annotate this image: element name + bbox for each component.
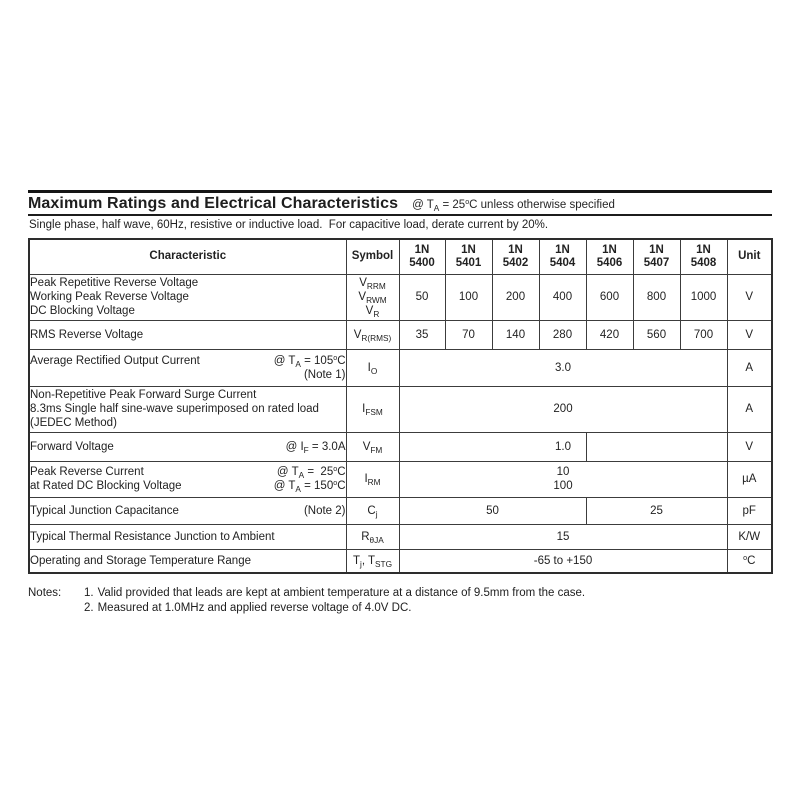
peak-repetitive-reverse-voltage-value xyxy=(445,274,492,320)
characteristic-text: Working Peak Reverse Voltage xyxy=(30,291,189,303)
value-text: 200 xyxy=(553,403,573,415)
condition-text: (Note 1) xyxy=(303,368,346,381)
non-repetitive-peak-forward-surge-current-value xyxy=(399,386,727,432)
rms-reverse-voltage-symbol: $V_{R(RMS)}$ xyxy=(346,320,399,349)
col-header-1n5404: 1N 5404 xyxy=(539,239,586,274)
section-title-row xyxy=(28,193,772,216)
peak-repetitive-reverse-voltage-value xyxy=(680,274,727,320)
characteristic-text: RMS Reverse Voltage xyxy=(30,328,144,341)
characteristic-text: Average Rectified Output Current xyxy=(30,354,200,367)
value-text: 420 xyxy=(599,328,620,341)
rms-reverse-voltage-value xyxy=(399,320,445,349)
rms-reverse-voltage-value xyxy=(445,320,492,349)
col-header-unit: Unit xyxy=(727,239,772,274)
rms-reverse-voltage-value xyxy=(492,320,539,349)
characteristic-text: Peak Repetitive Reverse Voltage xyxy=(30,277,199,289)
operating-storage-temperature-range-characteristic xyxy=(29,549,346,573)
operating-storage-temperature-range-symbol: $T_j$, $T_{STG}$ xyxy=(346,549,399,573)
average-rectified-output-current-symbol: $I_O$ xyxy=(346,349,399,386)
value-text: 1000 xyxy=(690,291,717,303)
note-number: 2. xyxy=(84,602,94,614)
rms-reverse-voltage-characteristic xyxy=(29,320,346,349)
notes-body xyxy=(84,586,585,616)
row-rms-reverse-voltage xyxy=(29,320,772,349)
characteristic-line xyxy=(30,388,346,402)
typical-thermal-resistance-characteristic xyxy=(29,524,346,549)
col-header-1n5401: 1N 5401 xyxy=(445,239,492,274)
operating-storage-temperature-range-unit: $^o$C xyxy=(727,549,772,573)
characteristic-line xyxy=(30,354,346,368)
characteristic-text: Typical Thermal Resistance Junction to Ambient xyxy=(30,530,275,543)
characteristic-line xyxy=(30,554,346,568)
characteristic-text: 8.3ms Single half sine-wave superimposed on rated load xyxy=(30,403,319,415)
value-text: 35 xyxy=(415,328,429,341)
col-header-1n5407: 1N 5407 xyxy=(633,239,680,274)
typical-thermal-resistance-symbol: $R_{\theta JA}$ xyxy=(346,524,399,549)
peak-reverse-current-symbol: $I_{RM}$ xyxy=(346,461,399,497)
note-text: Measured at 1.0MHz and applied reverse voltage of 4.0V DC. xyxy=(97,602,412,614)
forward-voltage-characteristic xyxy=(29,432,346,461)
condition-text: (Note 2) xyxy=(303,504,346,517)
col-header-1n5400: 1N 5400 xyxy=(399,239,445,274)
characteristic-line xyxy=(30,276,346,290)
characteristic-text: Non-Repetitive Peak Forward Surge Current xyxy=(30,389,257,401)
value-text: 600 xyxy=(599,291,620,303)
row-typical-junction-capacitance xyxy=(29,497,772,524)
table-body xyxy=(29,274,772,573)
row-peak-reverse-current xyxy=(29,461,772,497)
value-text: 10 xyxy=(556,466,570,478)
rms-reverse-voltage-value xyxy=(633,320,680,349)
peak-reverse-current-characteristic xyxy=(29,461,346,497)
condition-text: @ $I_F = 3.0A$ xyxy=(285,440,346,455)
peak-repetitive-reverse-voltage-unit: V xyxy=(727,274,772,320)
row-typical-thermal-resistance xyxy=(29,524,772,549)
section-title-condition: @ $T_A = 25^oC$ unless otherwise specified xyxy=(412,198,615,213)
rms-reverse-voltage-value xyxy=(586,320,633,349)
peak-repetitive-reverse-voltage-value xyxy=(492,274,539,320)
value-text: 800 xyxy=(646,291,667,303)
characteristic-text: Forward Voltage xyxy=(30,440,114,453)
condition-text: @ $T_A = 25^oC$ xyxy=(276,465,346,480)
value-text: 280 xyxy=(552,328,573,341)
characteristic-text: (JEDEC Method) xyxy=(30,417,117,429)
typical-junction-capacitance-value xyxy=(586,497,727,524)
row-average-rectified-output-current xyxy=(29,349,772,386)
value-text: 1.0 xyxy=(555,440,571,453)
table-header xyxy=(29,239,772,274)
cell-divider-line xyxy=(586,432,587,461)
row-forward-voltage xyxy=(29,432,772,461)
row-non-repetitive-peak-forward-surge-current xyxy=(29,386,772,432)
characteristic-line xyxy=(30,368,346,382)
value-text: 100 xyxy=(553,480,573,492)
typical-junction-capacitance-value xyxy=(399,497,586,524)
characteristic-text: Operating and Storage Temperature Range xyxy=(30,554,251,567)
characteristic-line xyxy=(30,402,346,416)
value-text: 100 xyxy=(458,291,479,303)
value-text: 50 xyxy=(415,291,429,303)
value-text: 25 xyxy=(650,504,663,517)
col-header-1n5402: 1N 5402 xyxy=(492,239,539,274)
characteristic-line xyxy=(30,504,346,518)
peak-reverse-current-value xyxy=(399,461,727,497)
peak-repetitive-reverse-voltage-characteristic xyxy=(29,274,346,320)
value-text: 140 xyxy=(505,328,526,341)
condition-text: @ $T_A = 105^oC$ xyxy=(273,353,346,369)
peak-repetitive-reverse-voltage-value xyxy=(633,274,680,320)
typical-junction-capacitance-characteristic xyxy=(29,497,346,524)
note-number: 1. xyxy=(84,587,94,599)
operating-storage-temperature-range-value xyxy=(399,549,727,573)
notes-section xyxy=(28,586,772,616)
characteristic-line xyxy=(30,479,346,493)
characteristic-line xyxy=(30,290,346,304)
characteristic-line xyxy=(30,416,346,430)
note-line xyxy=(84,601,585,616)
characteristic-line xyxy=(30,530,346,544)
value-text: 200 xyxy=(505,291,526,303)
rms-reverse-voltage-unit: V xyxy=(727,320,772,349)
value-text: 50 xyxy=(486,504,499,517)
row-operating-storage-temperature-range xyxy=(29,549,772,573)
typical-junction-capacitance-unit: pF xyxy=(727,497,772,524)
non-repetitive-peak-forward-surge-current-unit: A xyxy=(727,386,772,432)
peak-repetitive-reverse-voltage-value xyxy=(586,274,633,320)
forward-voltage-value xyxy=(399,432,727,461)
characteristic-line xyxy=(30,304,346,318)
condition-text: @ $T_A = 150^oC$ xyxy=(273,479,346,494)
col-header-1n5406: 1N 5406 xyxy=(586,239,633,274)
average-rectified-output-current-value xyxy=(399,349,727,386)
col-header-characteristic: Characteristic xyxy=(29,239,346,274)
value-text: 560 xyxy=(646,328,667,341)
characteristic-text: Typical Junction Capacitance xyxy=(30,504,179,517)
characteristic-line xyxy=(30,465,346,479)
value-text: 400 xyxy=(552,291,573,303)
col-header-1n5408: 1N 5408 xyxy=(680,239,727,274)
load-conditions-text: Single phase, half wave, 60Hz, resistive or inductive load. For capacitive load, derate current by 20%. xyxy=(29,219,549,231)
header-row xyxy=(29,239,772,274)
average-rectified-output-current-unit: A xyxy=(727,349,772,386)
peak-repetitive-reverse-voltage-symbol: $V_{RRM}$ $V_{RWM}$ $V_R$ xyxy=(346,274,399,320)
non-repetitive-peak-forward-surge-current-symbol: $I_{FSM}$ xyxy=(346,386,399,432)
row-peak-repetitive-reverse-voltage xyxy=(29,274,772,320)
characteristic-line xyxy=(30,440,346,454)
maximum-ratings-table xyxy=(28,238,773,574)
value-text: 15 xyxy=(556,530,570,543)
forward-voltage-symbol: $V_{FM}$ xyxy=(346,432,399,461)
characteristic-text: DC Blocking Voltage xyxy=(30,305,135,317)
col-header-symbol: Symbol xyxy=(346,239,399,274)
peak-repetitive-reverse-voltage-value xyxy=(539,274,586,320)
note-text: Valid provided that leads are kept at ambient temperature at a distance of 9.5mm from the case. xyxy=(97,587,586,599)
rms-reverse-voltage-value xyxy=(539,320,586,349)
characteristic-line xyxy=(30,328,346,342)
value-text: 70 xyxy=(462,328,475,341)
notes-label: Notes: xyxy=(28,587,62,599)
characteristic-text: Peak Reverse Current xyxy=(30,466,144,478)
characteristic-text: at Rated DC Blocking Voltage xyxy=(30,480,182,492)
rms-reverse-voltage-value xyxy=(680,320,727,349)
peak-reverse-current-unit: µA xyxy=(727,461,772,497)
value-text: 3.0 xyxy=(555,361,571,374)
typical-thermal-resistance-unit: K/W xyxy=(727,524,772,549)
non-repetitive-peak-forward-surge-current-characteristic xyxy=(29,386,346,432)
typical-thermal-resistance-value xyxy=(399,524,727,549)
value-text: 700 xyxy=(693,328,714,341)
value-text: -65 to +150 xyxy=(533,554,593,567)
section-title: Maximum Ratings and Electrical Characteristics xyxy=(28,195,399,212)
typical-junction-capacitance-symbol: $C_j$ xyxy=(346,497,399,524)
average-rectified-output-current-characteristic xyxy=(29,349,346,386)
note-line xyxy=(84,586,585,601)
peak-repetitive-reverse-voltage-value xyxy=(399,274,445,320)
datasheet-content xyxy=(28,190,772,616)
forward-voltage-unit: V xyxy=(727,432,772,461)
